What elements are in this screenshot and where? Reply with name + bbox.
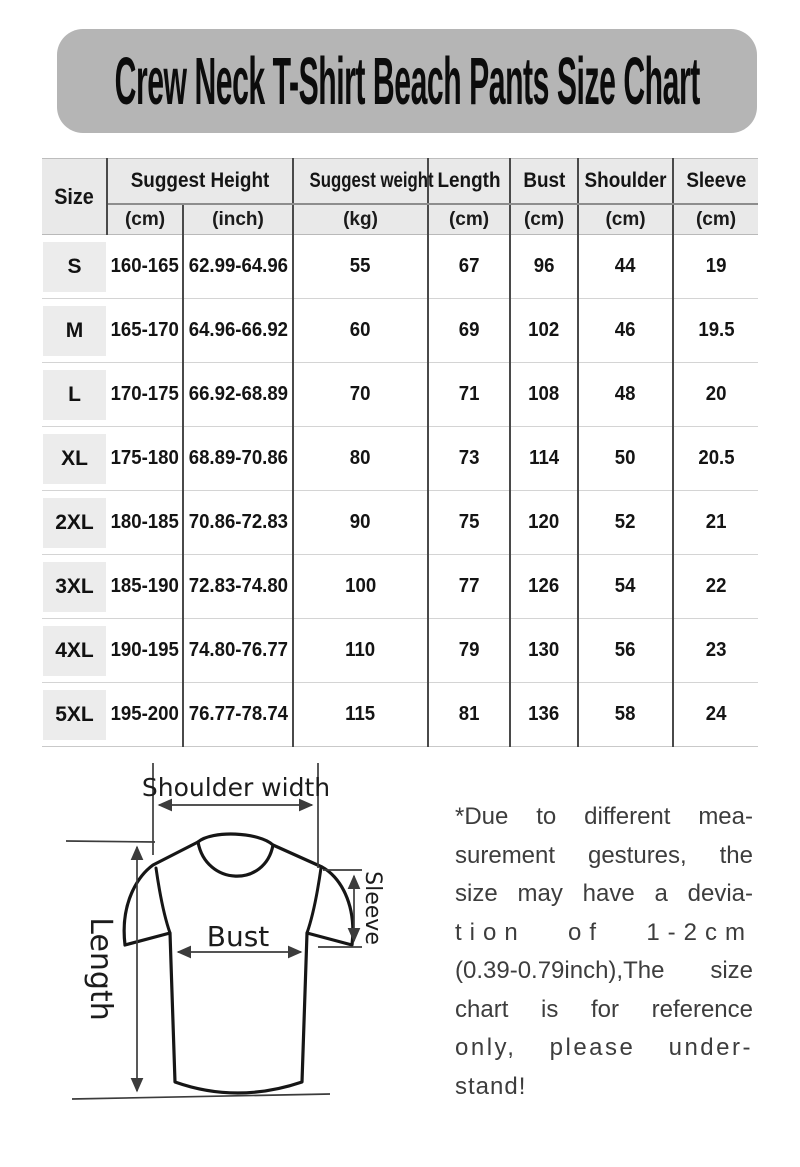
size-cell (42, 683, 107, 747)
size-chip: M (43, 306, 106, 356)
table-row (42, 235, 758, 299)
height-inch-cell: 70.86-72.83 (183, 491, 293, 555)
note-line: chart is for reference (455, 995, 753, 1023)
weight-cell: 100 (293, 555, 428, 619)
length-cell: 75 (428, 491, 510, 555)
bust-cell: 130 (510, 619, 578, 683)
weight-cell: 60 (293, 299, 428, 363)
size-chip: 3XL (43, 562, 106, 612)
length-cell: 81 (428, 683, 510, 747)
height-inch-cell: 76.77-78.74 (183, 683, 293, 747)
weight-cell: 90 (293, 491, 428, 555)
unit-height-inch: (inch) (183, 204, 293, 235)
bust-cell: 136 (510, 683, 578, 747)
height-inch-cell: 64.96-66.92 (183, 299, 293, 363)
header-bust: Bust (510, 159, 578, 205)
height-cm-cell: 175-180 (107, 427, 183, 491)
note-line: stand! (455, 1072, 527, 1100)
header-suggest-weight: Suggest weight (293, 159, 428, 205)
sleeve-cell: 19.5 (673, 299, 758, 363)
note-line: *Due to different mea- (455, 803, 753, 830)
height-inch-cell: 74.80-76.77 (183, 619, 293, 683)
length-label: Length (83, 917, 118, 1021)
table-row (42, 683, 758, 747)
length-cell: 69 (428, 299, 510, 363)
height-inch-cell: 68.89-70.86 (183, 427, 293, 491)
shoulder-width-label: Shoulder width (141, 773, 331, 802)
sleeve-label: Sleeve (360, 871, 385, 945)
height-inch-cell: 62.99-64.96 (183, 235, 293, 299)
height-inch-cell: 66.92-68.89 (183, 363, 293, 427)
height-cm-cell: 190-195 (107, 619, 183, 683)
bust-cell: 120 (510, 491, 578, 555)
table-row (42, 555, 758, 619)
table-row (42, 427, 758, 491)
shoulder-cell: 50 (578, 427, 673, 491)
sleeve-cell: 24 (673, 683, 758, 747)
length-ref-bottom (72, 1094, 330, 1099)
weight-cell: 55 (293, 235, 428, 299)
height-cm-cell: 160-165 (107, 235, 183, 299)
length-cell: 71 (428, 363, 510, 427)
size-cell (42, 427, 107, 491)
note-line: surement gestures, the (455, 841, 753, 869)
sleeve-cell: 20 (673, 363, 758, 427)
header-size: Size (42, 159, 107, 235)
size-cell (42, 491, 107, 555)
size-chip: 2XL (43, 498, 106, 548)
sleeve-cell: 20.5 (673, 427, 758, 491)
size-table (42, 158, 758, 747)
table-row (42, 363, 758, 427)
unit-height-cm: (cm) (107, 204, 183, 235)
height-cm-cell: 195-200 (107, 683, 183, 747)
page-title: Crew Neck T-Shirt Beach Pants Size Chart (114, 43, 700, 119)
height-cm-cell: 185-190 (107, 555, 183, 619)
weight-cell: 80 (293, 427, 428, 491)
note-line: tion of 1-2cm (455, 918, 753, 946)
sleeve-cell: 19 (673, 235, 758, 299)
length-cell: 73 (428, 427, 510, 491)
size-cell (42, 299, 107, 363)
shoulder-cell: 56 (578, 619, 673, 683)
unit-sleeve-cm: (cm) (673, 204, 758, 235)
size-chip: L (43, 370, 106, 420)
table-row (42, 619, 758, 683)
unit-bust-cm: (cm) (510, 204, 578, 235)
header-length: Length (428, 159, 510, 205)
note-line: only, please under- (455, 1034, 753, 1061)
tshirt-diagram (60, 755, 420, 1120)
shoulder-cell: 44 (578, 235, 673, 299)
sleeve-cell: 23 (673, 619, 758, 683)
header-suggest-height: Suggest Height (107, 159, 293, 205)
length-ref-top (66, 841, 155, 842)
size-cell (42, 555, 107, 619)
shoulder-cell: 58 (578, 683, 673, 747)
unit-weight-kg: (kg) (293, 204, 428, 235)
shoulder-cell: 52 (578, 491, 673, 555)
height-cm-cell: 165-170 (107, 299, 183, 363)
header-sleeve: Sleeve (673, 159, 758, 205)
bust-cell: 96 (510, 235, 578, 299)
weight-cell: 70 (293, 363, 428, 427)
units-row (42, 204, 758, 235)
length-cell: 67 (428, 235, 510, 299)
size-chip: XL (43, 434, 106, 484)
size-cell (42, 619, 107, 683)
height-cm-cell: 180-185 (107, 491, 183, 555)
note-line: size may have a devia- (455, 880, 753, 907)
table-row (42, 491, 758, 555)
bust-cell: 114 (510, 427, 578, 491)
size-cell (42, 363, 107, 427)
weight-cell: 110 (293, 619, 428, 683)
bust-label: Bust (206, 920, 270, 953)
size-cell (42, 235, 107, 299)
collar-outer-arc (198, 834, 273, 845)
length-cell: 77 (428, 555, 510, 619)
unit-shoulder-cm: (cm) (578, 204, 673, 235)
length-cell: 79 (428, 619, 510, 683)
table-row (42, 299, 758, 363)
title-banner (57, 29, 757, 133)
sleeve-cell: 21 (673, 491, 758, 555)
note-line: (0.39-0.79inch),The size (455, 957, 753, 984)
header-shoulder: Shoulder (578, 159, 673, 205)
sleeve-cell: 22 (673, 555, 758, 619)
unit-length-cm: (cm) (428, 204, 510, 235)
shoulder-cell: 46 (578, 299, 673, 363)
size-chip: 5XL (43, 690, 106, 740)
bust-cell: 108 (510, 363, 578, 427)
note-block (455, 798, 753, 1106)
shoulder-cell: 48 (578, 363, 673, 427)
bust-cell: 126 (510, 555, 578, 619)
weight-cell: 115 (293, 683, 428, 747)
shoulder-cell: 54 (578, 555, 673, 619)
shirt-outline (124, 834, 353, 1093)
header-row (42, 159, 758, 205)
height-inch-cell: 72.83-74.80 (183, 555, 293, 619)
height-cm-cell: 170-175 (107, 363, 183, 427)
size-chip: S (43, 242, 106, 292)
bust-cell: 102 (510, 299, 578, 363)
size-chip: 4XL (43, 626, 106, 676)
